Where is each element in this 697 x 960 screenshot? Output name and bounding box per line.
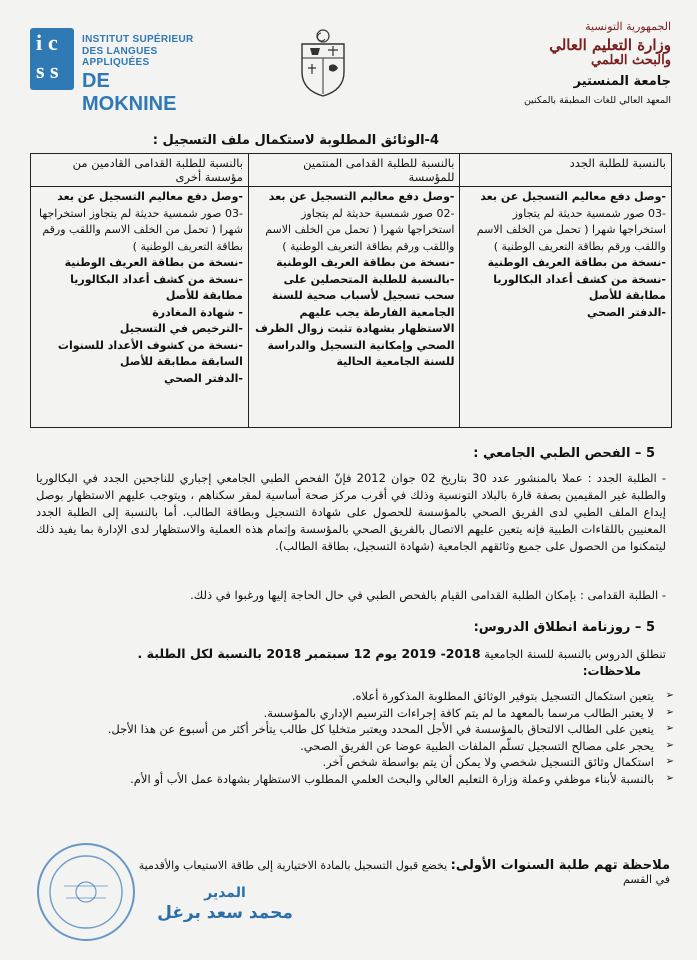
institute-logo-text (82, 34, 202, 116)
note-item: ➢ يتعين على الطالب الالتحاق بالمؤسسة في الأجل المحدد ويعتبر متخليا كل طالب يتأخر أكثر من أسبوع عن هذا الأجل. (36, 721, 658, 738)
list-item: -02 صور شمسية حديثة لم يتجاوز استخراجها شهرا ( تحمل من الخلف الاسم واللقب ورقم بطاقة التعريف الوطنية ) (265, 206, 455, 253)
official-stamp-icon (34, 840, 138, 944)
republic-label: الجمهورية التونسية (585, 20, 671, 33)
list-item: -نسخة من كشف أعداد البكالوريا مطابقة للأصل (70, 272, 243, 302)
notes-list (36, 688, 676, 787)
director-name: محمد سعد برغل (157, 903, 293, 923)
column-transfer-students (31, 187, 249, 428)
documents-table (30, 153, 672, 428)
column-header-new-students: بالنسبة للطلبة الجدد (460, 154, 672, 187)
list-item: -نسخة من كشوف الأعداد للسنوات السابقة مطابقة للأصل (57, 338, 243, 368)
note-item: ➢ يحجر على مصالح التسجيل تسلّم الملفات الطبية عوضا عن الفريق الصحي. (36, 738, 658, 755)
list-item: -الدفتر الصحي (587, 305, 666, 319)
calendar-text: تنطلق الدروس بالنسبة للسنة الجامعية (480, 647, 666, 661)
icss-logo-mark: i c s s (30, 28, 74, 90)
notes-title: ملاحظات: (582, 664, 641, 678)
university-label: جامعة المنستير (573, 74, 671, 89)
list-item: -الدفتر الصحي (163, 371, 243, 385)
note-item: ➢ استكمال وثائق التسجيل شخصي ولا يمكن أن يتم بواسطة شخص آخر. (36, 754, 658, 771)
ministry-label-2: والبحث العلمي (591, 53, 671, 68)
institute-logo (30, 28, 202, 115)
tunisia-emblem-icon (296, 28, 350, 98)
column-header-returning-students: بالنسبة للطلبة القدامى المنتمين للمؤسسة (248, 154, 460, 187)
column-new-students (460, 187, 672, 428)
list-item: -الترخيص في التسجيل (119, 322, 243, 335)
list-item: -نسخة من بطاقة العريف الوطنية (64, 256, 243, 269)
calendar-date: 2018- 2019 يوم 12 سبتمبر 2018 بالنسبة لكل الطلبة . (137, 646, 481, 661)
list-item: -نسخة من بطاقة العريف الوطنية (276, 256, 455, 269)
list-item: -نسخة من كشف أعداد البكالوريا مطابقة للأصل (493, 272, 666, 302)
list-item: -بالنسبة للطلبة المتحصلين على سحب تسجيل لأسباب صحية للسنة الجامعية الفارطة يجب عليهم الاستظهار بشهادة تثبت زوال الظرف الصحي وإمكانية التسجيل والدراسة للسنة الجامعية الحالية (255, 272, 455, 368)
medical-paragraph-old: - الطلبة القدامى : بإمكان الطلبة القدامى القيام بالفحص الطبي في حال الحاجة إليها ورغبوا في ذلك. (190, 588, 666, 602)
list-item: -03 صور شمسية حديثة لم يتجاوز استخراجها شهرا ( تحمل من الخلف الاسم واللقب ورقم بطاقة التعريف الوطنية ) (39, 206, 243, 253)
director-signature (150, 885, 300, 923)
director-title: المدير (204, 885, 246, 901)
note-item: ➢ لا يعتبر الطالب مرسما بالمعهد ما لم يتم كافة إجراءات الترسيم الإداري بالمؤسسة. (36, 705, 658, 722)
section-5-medical-title: 5 – الفحص الطبي الجامعي : (473, 446, 655, 461)
ministry-label-1: وزارة التعليم العالي (549, 36, 671, 54)
calendar-paragraph (36, 645, 666, 663)
section-5-calendar-title: 5 – روزنامة انطلاق الدروس: (473, 620, 655, 635)
ministry-header (451, 20, 671, 106)
note-item: ➢ بالنسبة لأبناء موظفي وعملة وزارة التعليم العالي والبحث العلمي المطلوب الاستظهار بشهادة عمل الأب أو الأم. (36, 771, 658, 788)
list-item: -وصل دفع معاليم التسجيل عن بعد (57, 190, 243, 203)
list-item: -وصل دفع معاليم التسجيل عن بعد (480, 190, 666, 203)
section-4-title: 4-الوثائق المطلوبة لاستكمال ملف التسجيل : (152, 133, 439, 148)
first-year-note (130, 858, 670, 886)
institute-label: المعهد العالي للغات المطبقة بالمكنين (523, 95, 671, 106)
list-item: -نسخة من بطاقة العريف الوطنية (487, 256, 666, 269)
logo-line-3: DE MOKNINE (82, 70, 177, 115)
list-item: -وصل دفع معاليم التسجيل عن بعد (268, 190, 455, 203)
medical-paragraph-new: - الطلبة الجدد : عملا بالمنشور عدد 30 بتاريخ 02 جوان 2012 فإنّ الفحص الطبي الجامعي إجباري للناجحين الجدد في البكالوريا والطلبة غير المقيمين بصفة قارة بالبلاد التونسية وذلك في أقرب مركز صحة أساسية لمقر سكناهم ، ويتوجب عليهم الاستظهار بوصل إيداع الملف الطبي لدى الفريق الصحي بالمؤسسة للحصول على شهادة التسجيل وبطاقة الطالب. أما بالنسبة إلى الطلبة الجدد المعنيين باللقاءات الطبية فإنه يتعين عليهم الاتصال بالفريق الصحي بالمؤسسة وإتمام هذه العملية والاستظهار لدى الإدارة بما يفيد ذلك ليتمكنوا من الحصول على جميع وثائقهم الجامعية (شهادة التسجيل، بطاقة الطالب). (36, 471, 666, 553)
list-item: -03 صور شمسية حديثة لم يتجاوز استخراجها شهرا ( تحمل من الخلف الاسم واللقب ورقم بطاقة التعريف الوطنية ) (476, 206, 666, 253)
first-year-note-text: يخضع قبول التسجيل بالمادة الاختيارية إلى طاقة الاستيعاب والأقدمية في القسم (138, 859, 670, 886)
note-item: ➢ يتعين استكمال التسجيل بتوفير الوثائق المطلوبة المذكورة أعلاه. (36, 688, 658, 705)
list-item: - شهادة المغادرة (152, 305, 243, 319)
column-header-transfer-students: بالنسبة للطلبة القدامى القادمين من مؤسسة أخرى (31, 154, 249, 187)
first-year-note-title: ملاحظة تهم طلبة السنوات الأولى: (450, 858, 670, 873)
column-returning-students (248, 187, 460, 428)
logo-line-2: DES LANGUES APPLIQUÉES (82, 46, 158, 68)
logo-line-1: INSTITUT SUPÉRIEUR (82, 34, 194, 45)
